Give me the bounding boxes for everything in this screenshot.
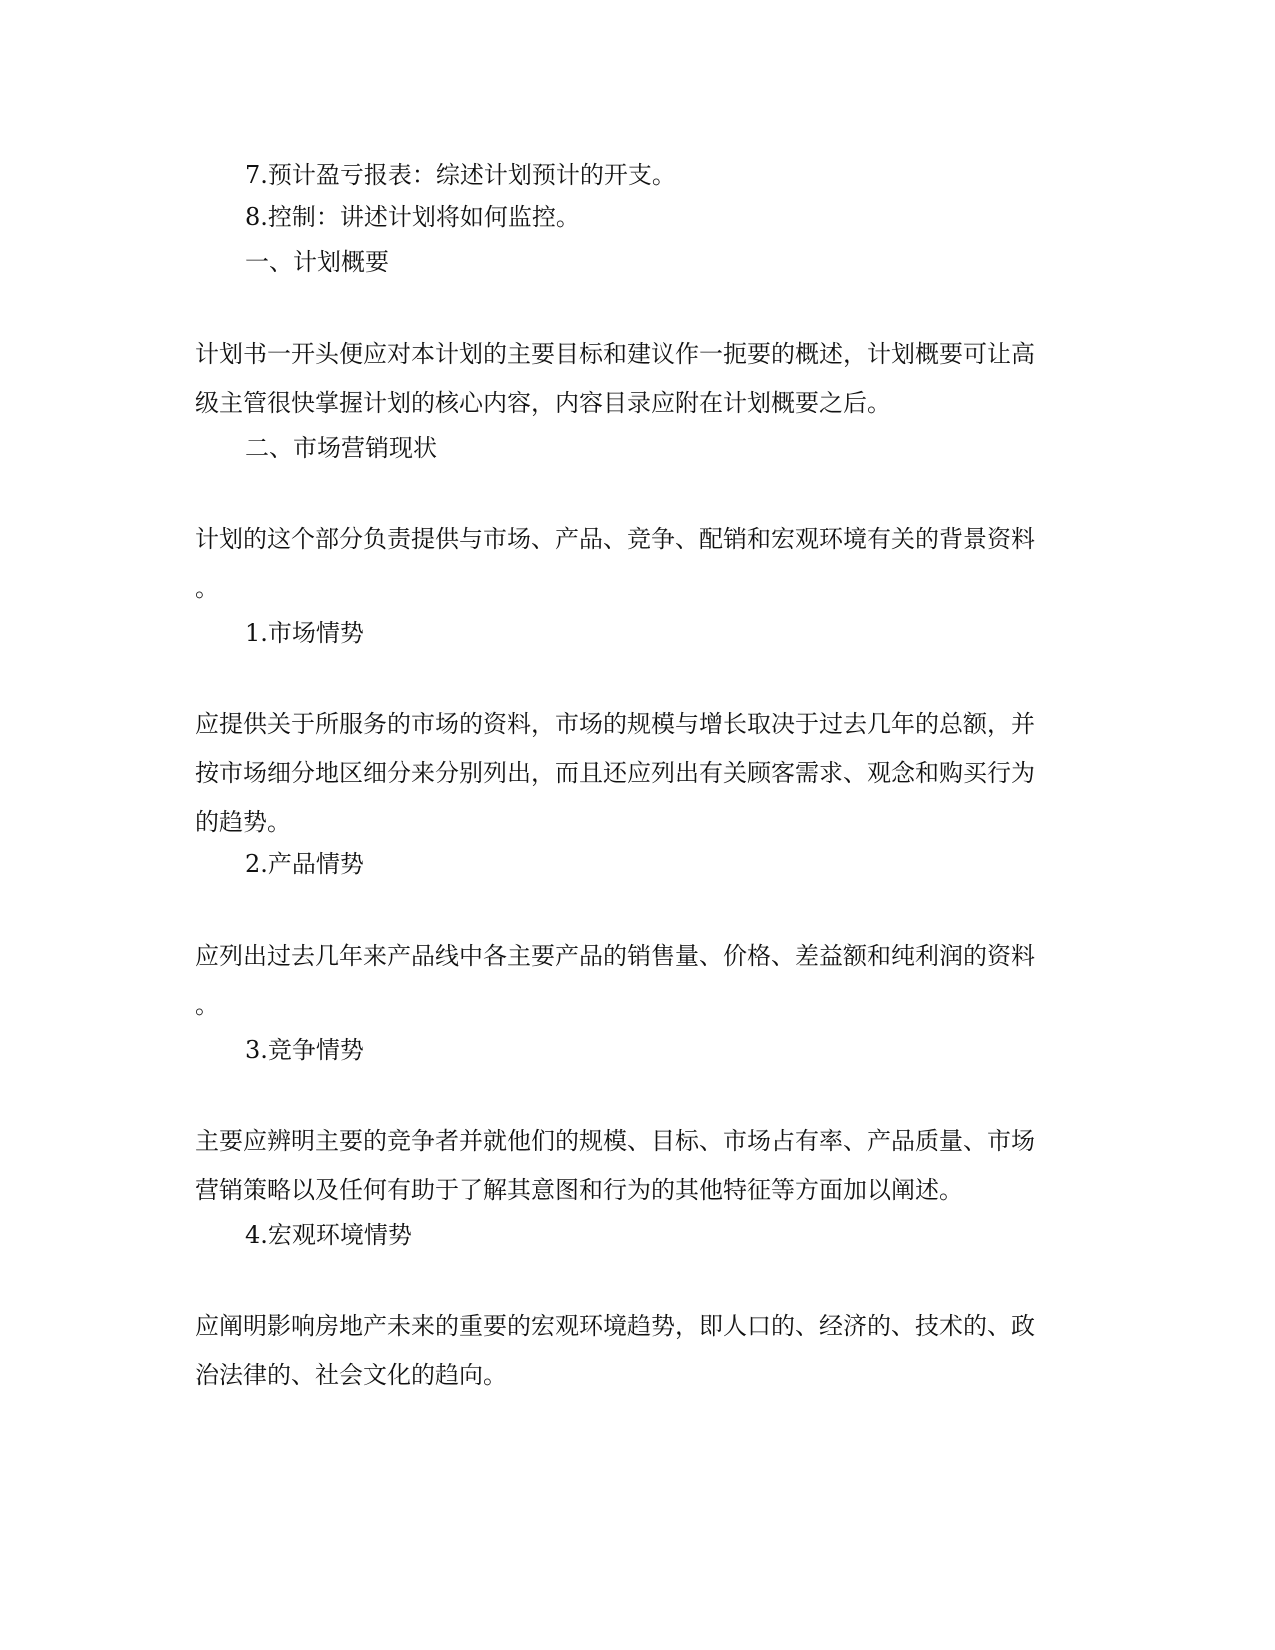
paragraph-line: 应阐明影响房地产未来的重要的宏观环境趋势，即人口的、经济的、技术的、政 (195, 1312, 1035, 1340)
product-situation-paragraph (195, 932, 1075, 1030)
paragraph-line: 级主管很快掌握计划的核心内容，内容目录应附在计划概要之后。 (195, 389, 891, 417)
subsection-market-heading: 1.市场情势 (245, 619, 364, 647)
paragraph-line: 计划的这个部分负责提供与市场、产品、竞争、配销和宏观环境有关的背景资料 (195, 525, 1035, 553)
paragraph-line: 按市场细分地区细分来分别列出，而且还应列出有关顾客需求、观念和购买行为 (195, 759, 1035, 787)
subsection-macro-heading: 4.宏观环境情势 (245, 1221, 412, 1249)
paragraph-line: 计划书一开头便应对本计划的主要目标和建议作一扼要的概述，计划概要可让高 (195, 340, 1035, 368)
section-1-heading: 一、计划概要 (245, 248, 389, 276)
competition-situation-paragraph (195, 1117, 1075, 1215)
paragraph-line: 营销策略以及任何有助于了解其意图和行为的其他特征等方面加以阐述。 (195, 1176, 963, 1204)
item-7-line: 7.预计盈亏报表：综述计划预计的开支。 (245, 161, 676, 189)
market-status-paragraph (195, 515, 1075, 613)
subsection-competition-heading: 3.竞争情势 (245, 1036, 364, 1064)
market-situation-paragraph (195, 700, 1075, 847)
subsection-product-heading: 2.产品情势 (245, 850, 364, 878)
paragraph-line: 。 (195, 574, 219, 602)
paragraph-line: 。 (195, 991, 219, 1019)
paragraph-line: 治法律的、社会文化的趋向。 (195, 1361, 507, 1389)
macro-environment-paragraph (195, 1302, 1075, 1400)
paragraph-line: 主要应辨明主要的竞争者并就他们的规模、目标、市场占有率、产品质量、市场 (195, 1127, 1035, 1155)
plan-summary-paragraph (195, 330, 1075, 428)
section-2-heading: 二、市场营销现状 (245, 434, 437, 462)
paragraph-line: 应列出过去几年来产品线中各主要产品的销售量、价格、差益额和纯利润的资料 (195, 942, 1035, 970)
paragraph-line: 的趋势。 (195, 808, 291, 836)
item-8-line: 8.控制：讲述计划将如何监控。 (245, 203, 580, 231)
paragraph-line: 应提供关于所服务的市场的资料，市场的规模与增长取决于过去几年的总额，并 (195, 710, 1035, 738)
